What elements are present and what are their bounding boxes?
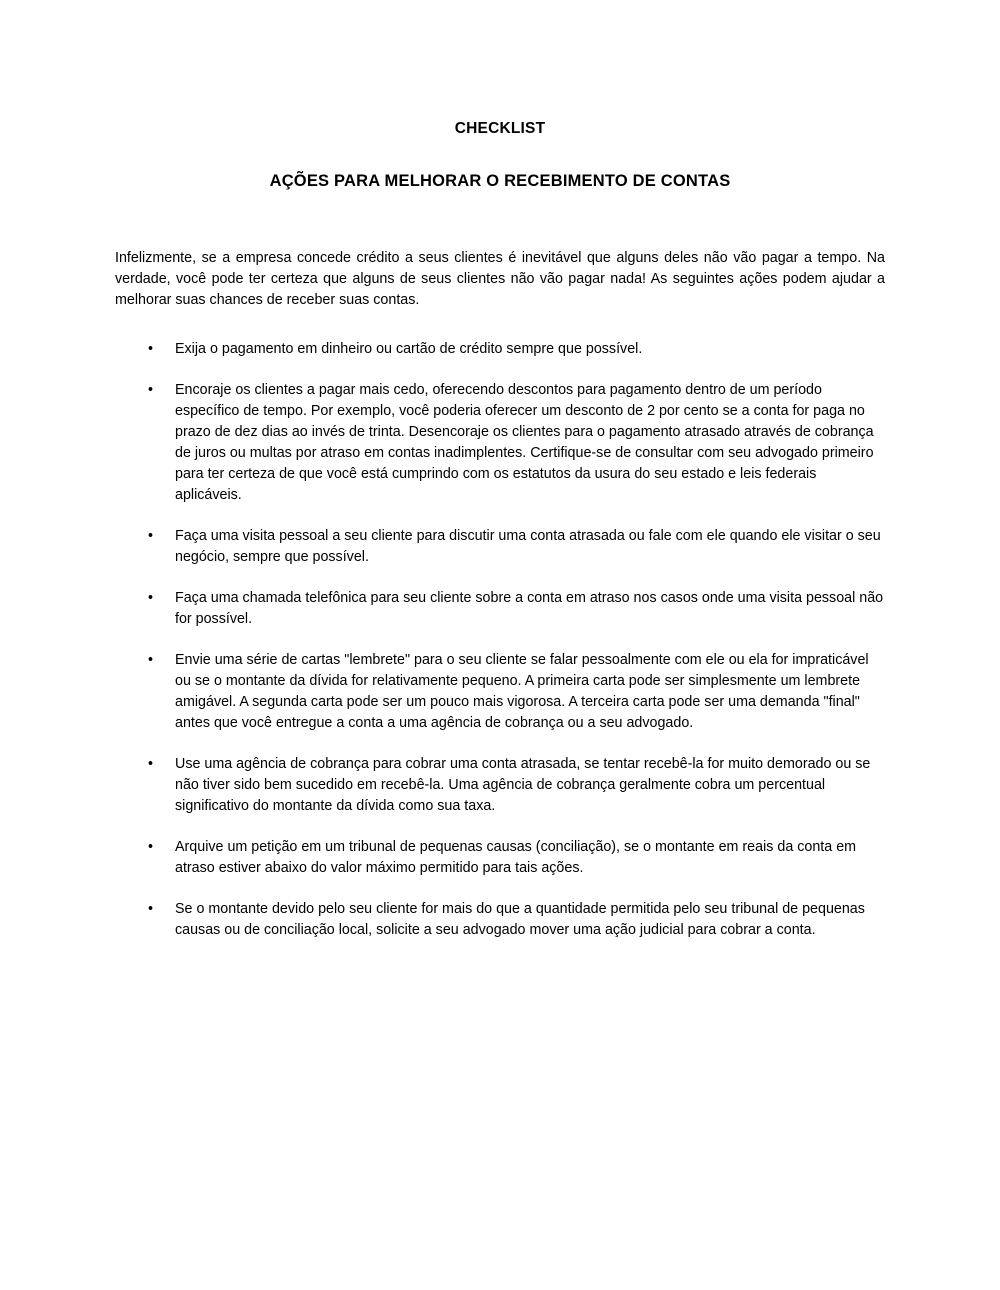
list-item <box>115 380 885 506</box>
list-item-text: Encoraje os clientes a pagar mais cedo, oferecendo descontos para pagamento dentro de um período específico de tempo. Por exemplo, você poderia oferecer um desconto de 2 por cento se a conta for paga no prazo de dez dias ao invés de trinta. Desencoraje os clientes para o pagamento atrasado através de cobrança de juros ou multas por atraso em contas inadimplentes. Certifique-se de consultar com seu advogado primeiro para ter certeza de que você está cumprindo com os estatutos da usura do seu estado e leis federais aplicáveis. <box>175 382 874 503</box>
document-content <box>115 0 885 941</box>
bullet-point-icon: • <box>148 652 154 668</box>
bullet-point-icon: • <box>148 590 154 606</box>
intro-paragraph: Infelizmente, se a empresa concede crédito a seus clientes é inevitável que alguns deles não vão pagar a tempo. Na verdade, você pode ter certeza que alguns de seus clientes não vão pagar nada! As seguintes ações podem ajudar a melhorar suas chances de receber suas contas. <box>115 250 885 308</box>
page-subtitle: AÇÕES PARA MELHORAR O RECEBIMENTO DE CONTAS <box>269 172 731 190</box>
list-item-text: Faça uma visita pessoal a seu cliente para discutir uma conta atrasada ou fale com ele quando ele visitar o seu negócio, sempre que possível. <box>175 528 881 565</box>
action-checklist <box>115 311 885 941</box>
list-item <box>115 588 885 630</box>
list-item <box>115 754 885 817</box>
list-item-text: Envie uma série de cartas "lembrete" para o seu cliente se falar pessoalmente com ele ou ela for impraticável ou se o montante da dívida for relativamente pequeno. A primeira carta pode ser simplesmente um lembrete amigável. A segunda carta pode ser um pouco mais vigorosa. A terceira carta pode ser uma demanda "final" antes que você entregue a conta a uma agência de cobrança ou a seu advogado. <box>175 652 869 731</box>
bullet-point-icon: • <box>148 756 154 772</box>
list-item <box>115 526 885 568</box>
list-item <box>115 837 885 879</box>
bullet-point-icon: • <box>148 839 154 855</box>
bullet-point-icon: • <box>148 528 154 544</box>
bullet-point-icon: • <box>148 382 154 398</box>
list-item-text: Arquive um petição em um tribunal de pequenas causas (conciliação), se o montante em reais da conta em atraso estiver abaixo do valor máximo permitido para tais ações. <box>175 839 857 876</box>
list-item-text: Se o montante devido pelo seu cliente for mais do que a quantidade permitida pelo seu tribunal de pequenas causas ou de conciliação local, solicite a seu advogado mover uma ação judicial para cobrar a conta. <box>175 901 865 938</box>
list-item-text: Use uma agência de cobrança para cobrar uma conta atrasada, se tentar recebê-la for muito demorado ou se não tiver sido bem sucedido em recebê-la. Uma agência de cobrança geralmente cobra um percentual significativo do montante da dívida como sua taxa. <box>175 756 871 814</box>
list-item-text: Faça uma chamada telefônica para seu cliente sobre a conta em atraso nos casos onde uma visita pessoal não for possível. <box>175 590 884 627</box>
bullet-point-icon: • <box>148 341 154 357</box>
list-item <box>115 899 885 941</box>
list-item <box>115 650 885 734</box>
list-item <box>115 339 885 360</box>
bullet-point-icon: • <box>148 901 154 917</box>
page-title: CHECKLIST <box>454 120 546 137</box>
list-item-text: Exija o pagamento em dinheiro ou cartão de crédito sempre que possível. <box>175 341 643 357</box>
